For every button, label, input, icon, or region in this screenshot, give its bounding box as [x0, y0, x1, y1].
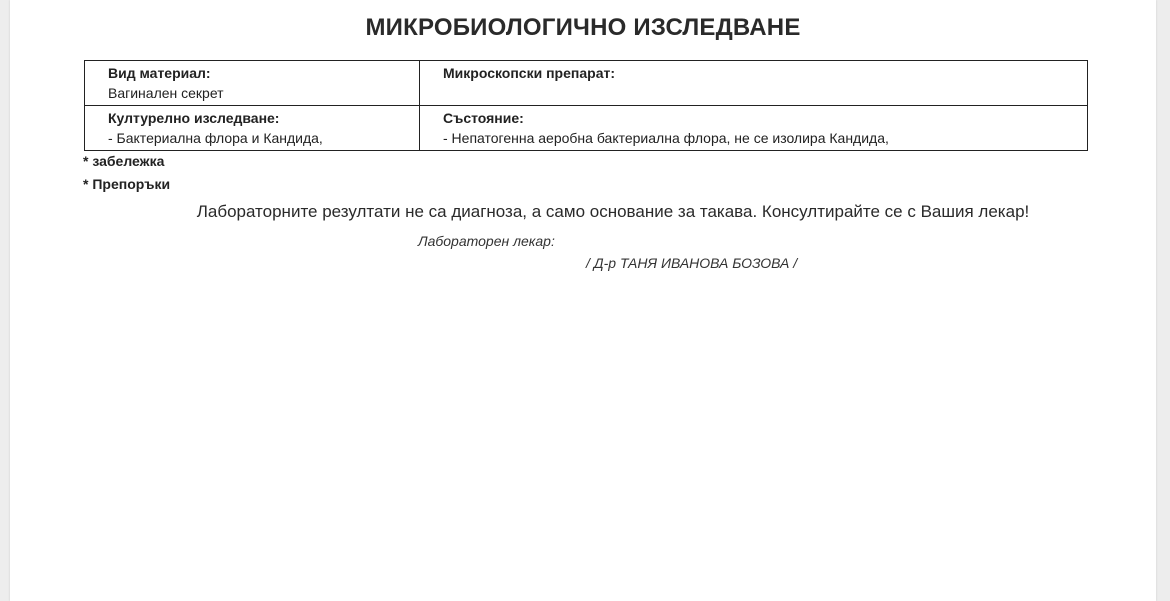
culture-cell [85, 106, 420, 151]
disclaimer-text: Лабораторните резултати не са диагноза, а само основание за такава. Консултирайте се с Вашия лекар! [196, 202, 1030, 221]
note-label: * забележка [83, 153, 165, 169]
culture-value: - Бактериална флора и Кандида, [108, 130, 323, 146]
material-label: Вид материал: [108, 65, 211, 81]
doctor-name: / Д-р ТАНЯ ИВАНОВА БОЗОВА / [586, 255, 798, 271]
status-value: - Непатогенна аеробна бактериална флора, не се изолира Кандида, [443, 130, 889, 146]
status-label: Състояние: [443, 110, 524, 126]
doctor-label: Лабораторен лекар: [418, 233, 555, 249]
document-title: МИКРОБИОЛОГИЧНО ИЗСЛЕДВАНЕ [365, 14, 801, 41]
table-row [85, 61, 1088, 106]
culture-label: Културелно изследване: [108, 110, 280, 126]
document-page [10, 0, 1156, 601]
table-row [85, 106, 1088, 151]
recommendations-label: * Препоръки [83, 176, 171, 192]
material-cell [85, 61, 420, 106]
material-value: Вагинален секрет [108, 85, 224, 101]
results-table [84, 60, 1088, 151]
microscopy-cell [420, 61, 1088, 106]
microscopy-label: Микроскопски препарат: [443, 65, 615, 81]
status-cell [420, 106, 1088, 151]
